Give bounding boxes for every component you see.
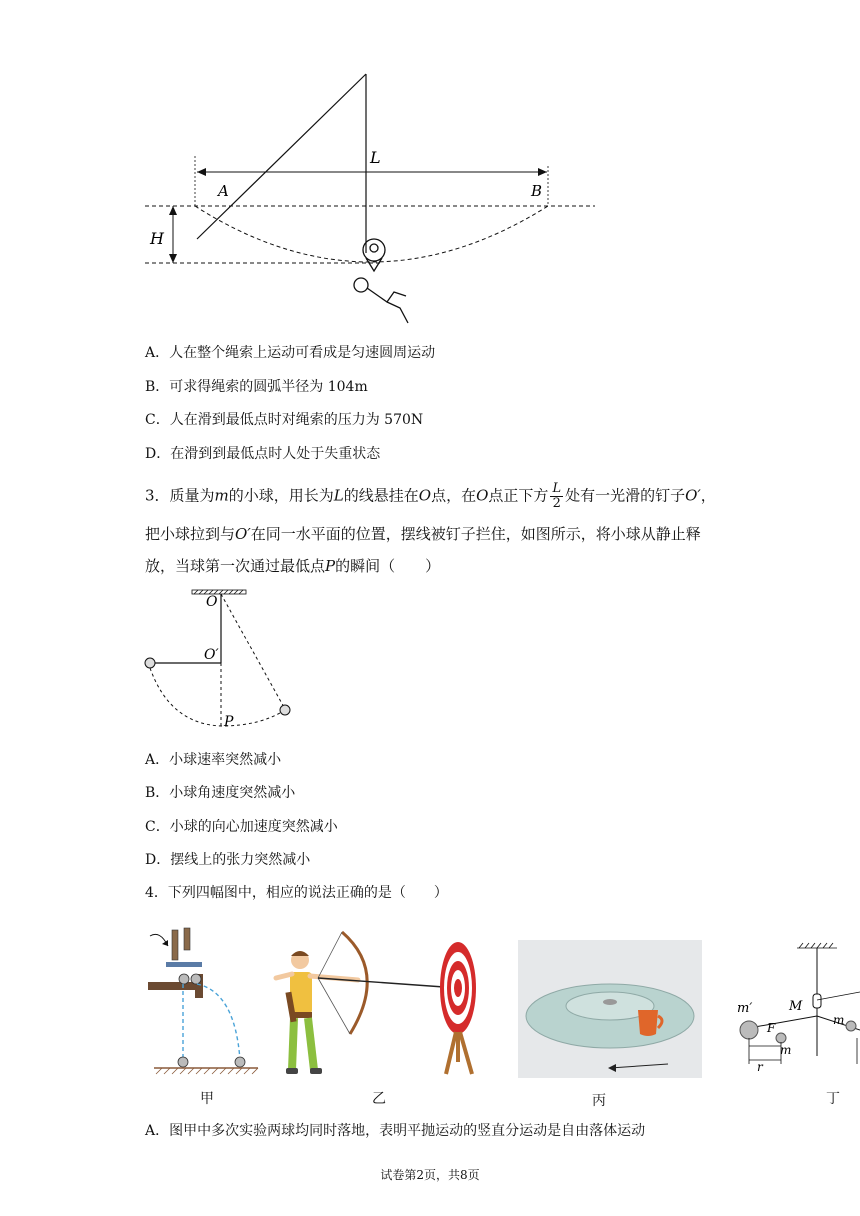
q3-option-b: B．小球角速度突然减小 bbox=[145, 785, 296, 801]
arrow-left-icon bbox=[197, 168, 206, 176]
bow-icon bbox=[342, 932, 367, 1034]
label-l: L bbox=[370, 148, 381, 167]
q4-option-a: A．图甲中多次实验两球均同时落地，表明平抛运动的竖直分运动是自由落体运动 bbox=[145, 1123, 646, 1139]
caption-ding: 丁 bbox=[826, 1091, 840, 1107]
ball-a-icon bbox=[179, 974, 189, 984]
q3-stem-line3: 放，当球第一次通过最低点P的瞬间（ ） bbox=[145, 557, 441, 575]
hammer-handle-2 bbox=[184, 928, 190, 950]
apparatus-base bbox=[148, 982, 198, 990]
label-b: B bbox=[531, 182, 543, 200]
label-big-m: M bbox=[789, 999, 803, 1014]
bowstring bbox=[318, 932, 342, 978]
diagonal-line bbox=[197, 74, 366, 239]
ground-hatch bbox=[156, 1068, 258, 1074]
mass-block-m bbox=[813, 994, 821, 1008]
label-a: A bbox=[218, 182, 229, 200]
ball-b-icon bbox=[191, 974, 201, 984]
label-m-left: m bbox=[780, 1043, 792, 1057]
arm-left bbox=[749, 1016, 817, 1028]
q4-stem: 4．下列四幅图中，相应的说法正确的是（ ） bbox=[145, 885, 448, 901]
page-footer: 试卷第2页，共8页 bbox=[380, 1168, 480, 1182]
q2-option-d: D．在滑到到最低点时人处于失重状态 bbox=[145, 446, 381, 462]
ball-right-icon bbox=[280, 705, 290, 715]
apparatus-top bbox=[166, 962, 202, 967]
person-figure-icon bbox=[354, 239, 408, 323]
label-m-prime: m′ bbox=[737, 1001, 753, 1016]
parabolic-path bbox=[197, 984, 240, 1060]
caption-yi: 乙 bbox=[372, 1091, 386, 1107]
hammer-handle bbox=[172, 930, 178, 960]
ball-a-ground-icon bbox=[178, 1057, 188, 1067]
arrow-up-icon bbox=[169, 206, 177, 215]
spindle bbox=[603, 999, 617, 1005]
figure-bing bbox=[518, 940, 702, 1078]
bowstring-lower bbox=[318, 978, 350, 1034]
ceiling-hatch-2 bbox=[797, 943, 837, 948]
q3-option-c: C．小球的向心加速度突然减小 bbox=[145, 819, 338, 835]
label-o-prime: O′ bbox=[204, 647, 219, 663]
swing-dashed bbox=[221, 594, 285, 709]
archer-icon bbox=[276, 951, 358, 1074]
caption-jia: 甲 bbox=[200, 1091, 214, 1107]
caption-bing: 丙 bbox=[592, 1093, 606, 1109]
q2-option-c: C．人在滑到最低点时对绳索的压力为 570N bbox=[145, 412, 424, 428]
ball-m-right-icon bbox=[846, 1021, 856, 1031]
arrow-shaft bbox=[318, 978, 458, 988]
figure-jia bbox=[140, 922, 265, 1082]
ball-left-icon bbox=[145, 658, 155, 668]
ball-b-ground-icon bbox=[235, 1057, 245, 1067]
q3-option-a: A．小球速率突然减小 bbox=[145, 752, 282, 768]
figure-yi bbox=[268, 922, 493, 1082]
q3-stem-line2: 把小球拉到与O′在同一水平面的位置，摆线被钉子拦住，如图所示，将小球从静止释 bbox=[145, 525, 701, 543]
figure-pendulum bbox=[140, 586, 310, 734]
ball-m-left-icon bbox=[776, 1033, 786, 1043]
figure-ding bbox=[735, 938, 860, 1078]
q2-option-b: B．可求得绳索的圆弧半径为 104m bbox=[145, 379, 368, 395]
label-p: P bbox=[224, 714, 234, 730]
label-r: r bbox=[757, 1060, 763, 1074]
rope-arc bbox=[195, 206, 548, 262]
swing-arc bbox=[150, 668, 285, 726]
target-icon bbox=[440, 942, 476, 1074]
ball-m-prime-icon bbox=[740, 1021, 758, 1039]
label-m-right: m bbox=[833, 1013, 845, 1027]
q3-stem-line1: 3．质量为m的小球，用长为L的线悬挂在O点，在O点正下方 $\frac{L}{2}$ 处有一光滑的钉子O′， bbox=[145, 481, 716, 511]
q3-option-d: D．摆线上的张力突然减小 bbox=[145, 852, 311, 868]
label-f: F bbox=[767, 1021, 776, 1035]
label-h: H bbox=[150, 229, 164, 248]
arrow-down-icon bbox=[169, 254, 177, 263]
guide-right bbox=[817, 992, 860, 1000]
figure-zipline bbox=[140, 68, 610, 330]
arrow-right-icon bbox=[538, 168, 547, 176]
fraction-l-over-2: $\frac{L}{2}$ bbox=[552, 481, 562, 511]
label-o: O bbox=[206, 594, 218, 610]
q2-option-a: A．人在整个绳索上运动可看成是匀速圆周运动 bbox=[145, 345, 436, 361]
